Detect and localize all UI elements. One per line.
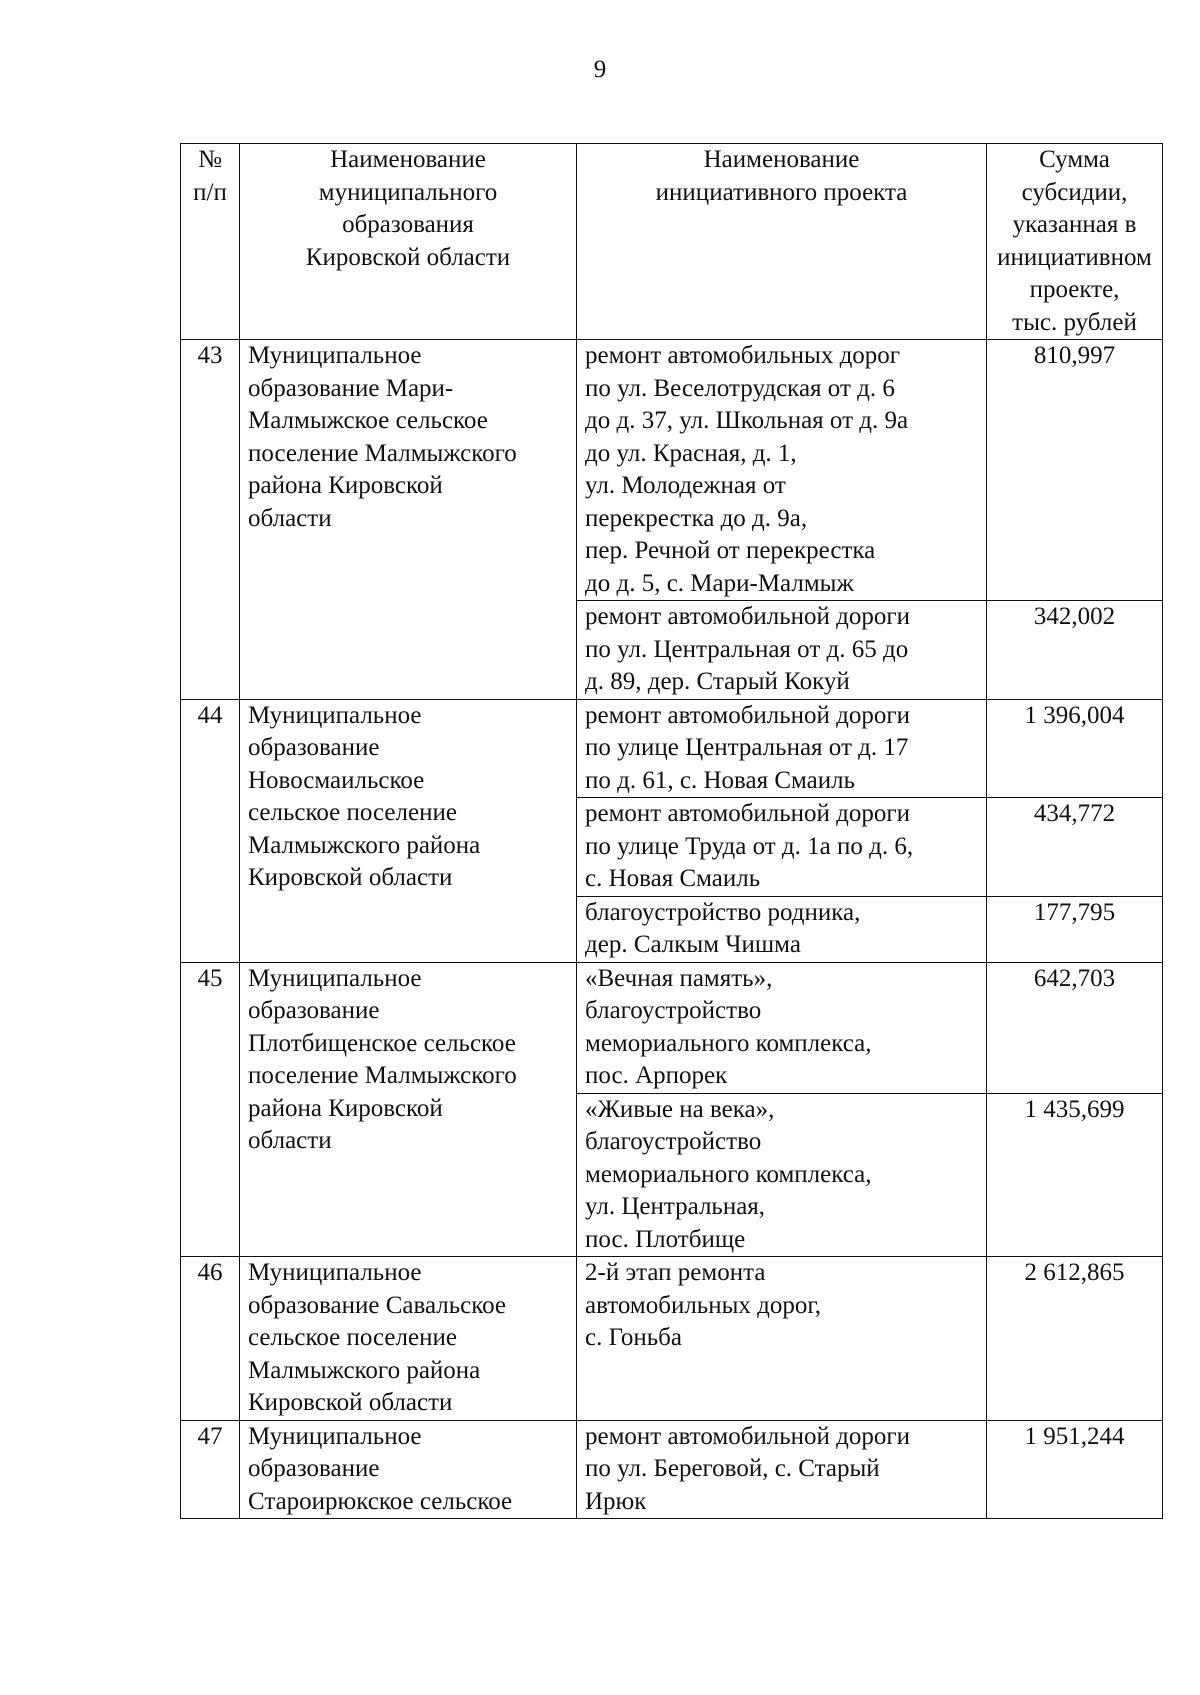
project-line: пос. Плотбище <box>585 1225 746 1253</box>
project-line: по д. 61, с. Новая Смаиль <box>585 766 855 794</box>
header-num-line: п/п <box>193 178 227 206</box>
project-cell <box>577 1420 987 1519</box>
project-line: ремонт автомобильной дороги <box>585 800 911 827</box>
project-cell <box>577 798 987 897</box>
project-line: перекрестка до д. 9а, <box>585 504 808 532</box>
municipality-cell <box>240 962 577 1257</box>
page-number: 9 <box>593 56 607 83</box>
municipality-line: Староирюкское сельское <box>248 1487 513 1515</box>
amount-cell: 1 396,004 <box>987 699 1163 798</box>
project-line: 2-й этап ремонта <box>585 1259 766 1286</box>
header-project <box>577 144 987 340</box>
project-cell <box>577 962 987 1093</box>
header-amount-line: инициативном <box>997 243 1152 271</box>
project-line: мемориального комплекса, <box>585 1029 872 1057</box>
project-line: до д. 37, ул. Школьная от д. 9а <box>585 407 909 434</box>
project-line: благоустройство <box>585 997 762 1024</box>
project-line: Ирюк <box>585 1487 647 1515</box>
municipality-line: Кировской области <box>248 1389 453 1416</box>
project-line: с. Новая Смаиль <box>585 865 761 892</box>
project-cell <box>577 601 987 700</box>
municipality-line: Малмыжское сельское <box>248 407 488 434</box>
municipality-line: Новосмаильское <box>248 766 425 794</box>
municipality-line: Малмыжского района <box>248 831 481 859</box>
project-line: «Вечная память», <box>585 964 773 992</box>
amount-cell: 642,703 <box>987 962 1163 1093</box>
project-line: благоустройство родника, <box>585 898 861 926</box>
project-line: д. 89, дер. Старый Кокуй <box>585 668 850 695</box>
municipality-line: Муниципальное <box>248 1259 422 1286</box>
project-line: по ул. Береговой, с. Старый <box>585 1455 880 1482</box>
header-amount-line: указанная в <box>1012 211 1137 238</box>
amount-cell: 434,772 <box>987 798 1163 897</box>
project-line: ул. Центральная, <box>585 1193 766 1220</box>
header-row <box>181 144 1163 340</box>
header-project-line: Наименование <box>703 146 860 173</box>
project-cell <box>577 1093 987 1257</box>
project-line: по улице Труда от д. 1а по д. 6, <box>585 832 914 860</box>
municipality-line: Муниципальное <box>248 1422 422 1450</box>
project-line: ремонт автомобильной дороги <box>585 701 911 729</box>
project-line: ремонт автомобильных дорог <box>585 342 901 369</box>
project-cell <box>577 340 987 601</box>
table-row <box>181 1257 1163 1421</box>
project-line: мемориального комплекса, <box>585 1160 872 1188</box>
row-number: 45 <box>181 962 240 1257</box>
municipality-cell <box>240 1420 577 1519</box>
municipality-line: поселение Малмыжского <box>248 1062 517 1089</box>
header-municipality-line: образования <box>342 211 474 238</box>
project-cell <box>577 1257 987 1421</box>
municipality-line: образование Мари- <box>248 374 454 402</box>
header-amount <box>987 144 1163 340</box>
table-body <box>181 144 1163 1519</box>
municipality-line: района Кировской <box>248 472 443 499</box>
municipality-line: образование <box>248 734 380 761</box>
table-row <box>181 1420 1163 1519</box>
header-num-line: № <box>198 146 222 173</box>
project-line: ул. Молодежная от <box>585 472 786 499</box>
header-amount-line: проекте, <box>1029 276 1120 303</box>
project-line: благоустройство <box>585 1128 762 1155</box>
municipality-line: поселение Малмыжского <box>248 439 517 467</box>
municipality-line: Муниципальное <box>248 342 422 369</box>
municipality-cell <box>240 340 577 700</box>
header-amount-line: субсидии, <box>1021 178 1128 206</box>
project-line: пер. Речной от перекрестка <box>585 537 876 564</box>
table-row <box>181 340 1163 601</box>
project-line: дер. Салкым Чишма <box>585 931 801 958</box>
project-line: по ул. Веселотрудская от д. 6 <box>585 374 895 402</box>
municipality-line: образование Савальское <box>248 1291 507 1319</box>
header-amount-line: Сумма <box>1039 146 1110 173</box>
municipality-line: области <box>248 504 332 532</box>
project-cell <box>577 896 987 962</box>
header-num <box>181 144 240 340</box>
project-line: автомобильных дорог, <box>585 1291 822 1319</box>
header-municipality <box>240 144 577 340</box>
row-number: 46 <box>181 1257 240 1421</box>
amount-cell: 1 951,244 <box>987 1420 1163 1519</box>
table-row <box>181 699 1163 798</box>
table-row <box>181 962 1163 1093</box>
row-number: 47 <box>181 1420 240 1519</box>
row-number: 43 <box>181 340 240 700</box>
project-line: до д. 5, с. Мари-Малмыж <box>585 569 854 597</box>
municipality-line: Муниципальное <box>248 964 422 992</box>
municipality-line: Муниципальное <box>248 701 422 729</box>
amount-cell: 1 435,699 <box>987 1093 1163 1257</box>
amount-cell: 2 612,865 <box>987 1257 1163 1421</box>
municipality-cell <box>240 699 577 962</box>
amount-cell: 177,795 <box>987 896 1163 962</box>
project-line: по улице Центральная от д. 17 <box>585 734 909 761</box>
project-line: с. Гоньба <box>585 1324 682 1351</box>
amount-cell: 810,997 <box>987 340 1163 601</box>
header-project-line: инициативного проекта <box>655 178 908 206</box>
project-line: «Живые на века», <box>585 1095 775 1123</box>
project-line: до ул. Красная, д. 1, <box>585 439 797 467</box>
header-amount-line: тыс. рублей <box>1012 308 1137 336</box>
municipality-line: Кировской области <box>248 864 453 891</box>
project-line: ремонт автомобильной дороги <box>585 603 911 630</box>
project-line: по ул. Центральная от д. 65 до <box>585 635 909 663</box>
municipality-line: района Кировской <box>248 1094 443 1122</box>
project-cell <box>577 699 987 798</box>
municipality-line: образование <box>248 997 380 1024</box>
project-line: пос. Арпорек <box>585 1062 728 1089</box>
municipality-line: сельское поселение <box>248 1324 457 1351</box>
header-municipality-line: Кировской области <box>305 243 511 271</box>
municipality-cell <box>240 1257 577 1421</box>
row-number: 44 <box>181 699 240 962</box>
project-line: ремонт автомобильной дороги <box>585 1422 911 1450</box>
municipality-line: образование <box>248 1455 380 1482</box>
municipality-line: Малмыжского района <box>248 1356 481 1384</box>
header-municipality-line: муниципального <box>318 178 498 206</box>
subsidy-table <box>180 143 1163 1519</box>
municipality-line: Плотбищенское сельское <box>248 1029 516 1057</box>
municipality-line: области <box>248 1127 332 1154</box>
amount-cell: 342,002 <box>987 601 1163 700</box>
municipality-line: сельское поселение <box>248 799 457 826</box>
header-municipality-line: Наименование <box>330 146 486 173</box>
